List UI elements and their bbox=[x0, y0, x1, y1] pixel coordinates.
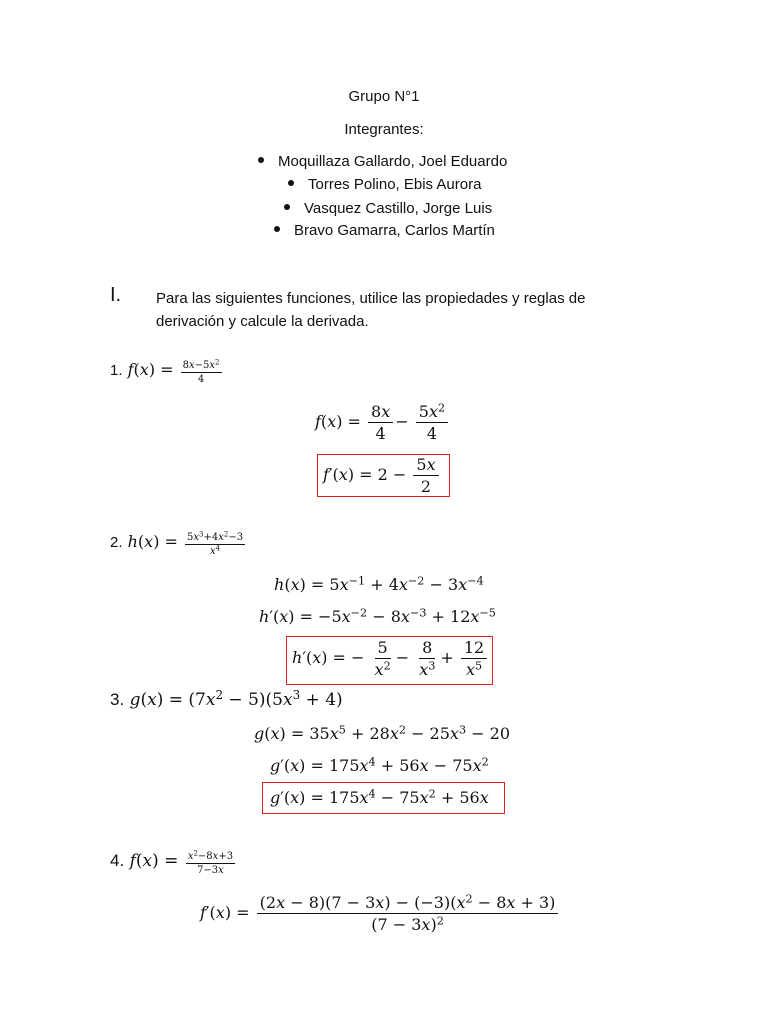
bullet-icon bbox=[284, 204, 290, 210]
bullet-icon bbox=[258, 157, 264, 163]
member-item: Bravo Gamarra, Carlos Martín bbox=[274, 222, 495, 239]
problem-3-step-2: $g'(x) = 175x^4 + 56x - 75x^2$ bbox=[270, 755, 489, 775]
problem-3-answer: $g'(x) = 175x^4 - 75x^2 + 56x$ bbox=[270, 787, 489, 807]
bullet-icon bbox=[288, 180, 294, 186]
members-title: Integrantes: bbox=[344, 121, 424, 138]
problem-1-statement: 1. f(x) = $\frac{8x-5x^2}{4}$ bbox=[110, 358, 220, 385]
group-title: Grupo N°1 bbox=[348, 88, 420, 105]
member-item: Moquillaza Gallardo, Joel Eduardo bbox=[258, 153, 507, 170]
bullet-icon bbox=[274, 226, 280, 232]
problem-1-step-1: f(x) = $\frac{8x}{4}$ − $\frac{5x^2}{4}$ bbox=[315, 402, 450, 443]
problem-2-answer: h′(x) = − $\frac{5}{x^2}$ − $\frac{8}{x^3}$ + $\frac{12}{x^5}$ bbox=[292, 638, 489, 679]
problem-2-step-1: $h(x) = 5x^{-1} + 4x^{-2} - 3x^{-4}$ bbox=[274, 574, 484, 594]
problem-4-step-1: f′(x) = $\frac{(2x - 8)(7 - 3x) - (-3)(x^2 - 8x + 3)}{(7 - 3x)^2}$ bbox=[200, 893, 560, 934]
instruction-line-1: Para las siguientes funciones, utilice las propiedades y reglas de bbox=[156, 290, 586, 307]
problem-4-statement: 4. f(x) = $\frac{x^2-8x+3}{7-3x}$ bbox=[110, 849, 234, 876]
problem-1-answer: f′(x) = 2 − $\frac{5x}{2}$ bbox=[323, 455, 441, 496]
problem-3-step-1: $g(x) = 35x^5 + 28x^2 - 25x^3 - 20$ bbox=[254, 723, 510, 743]
member-item: Vasquez Castillo, Jorge Luis bbox=[284, 200, 492, 217]
member-item: Torres Polino, Ebis Aurora bbox=[288, 176, 481, 193]
problem-3-statement: 3. $g(x) = (7x^2 - 5)(5x^3 + 4)$ bbox=[110, 688, 343, 710]
section-numeral: I. bbox=[110, 284, 122, 306]
problem-2-statement: 2. h(x) = $\frac{5x^3+4x^2-3}{x^4}$ bbox=[110, 530, 244, 557]
problem-2-step-2: $h'(x) = -5x^{-2} - 8x^{-3} + 12x^{-5}$ bbox=[259, 606, 496, 626]
instruction-line-2: derivación y calcule la derivada. bbox=[156, 313, 369, 330]
